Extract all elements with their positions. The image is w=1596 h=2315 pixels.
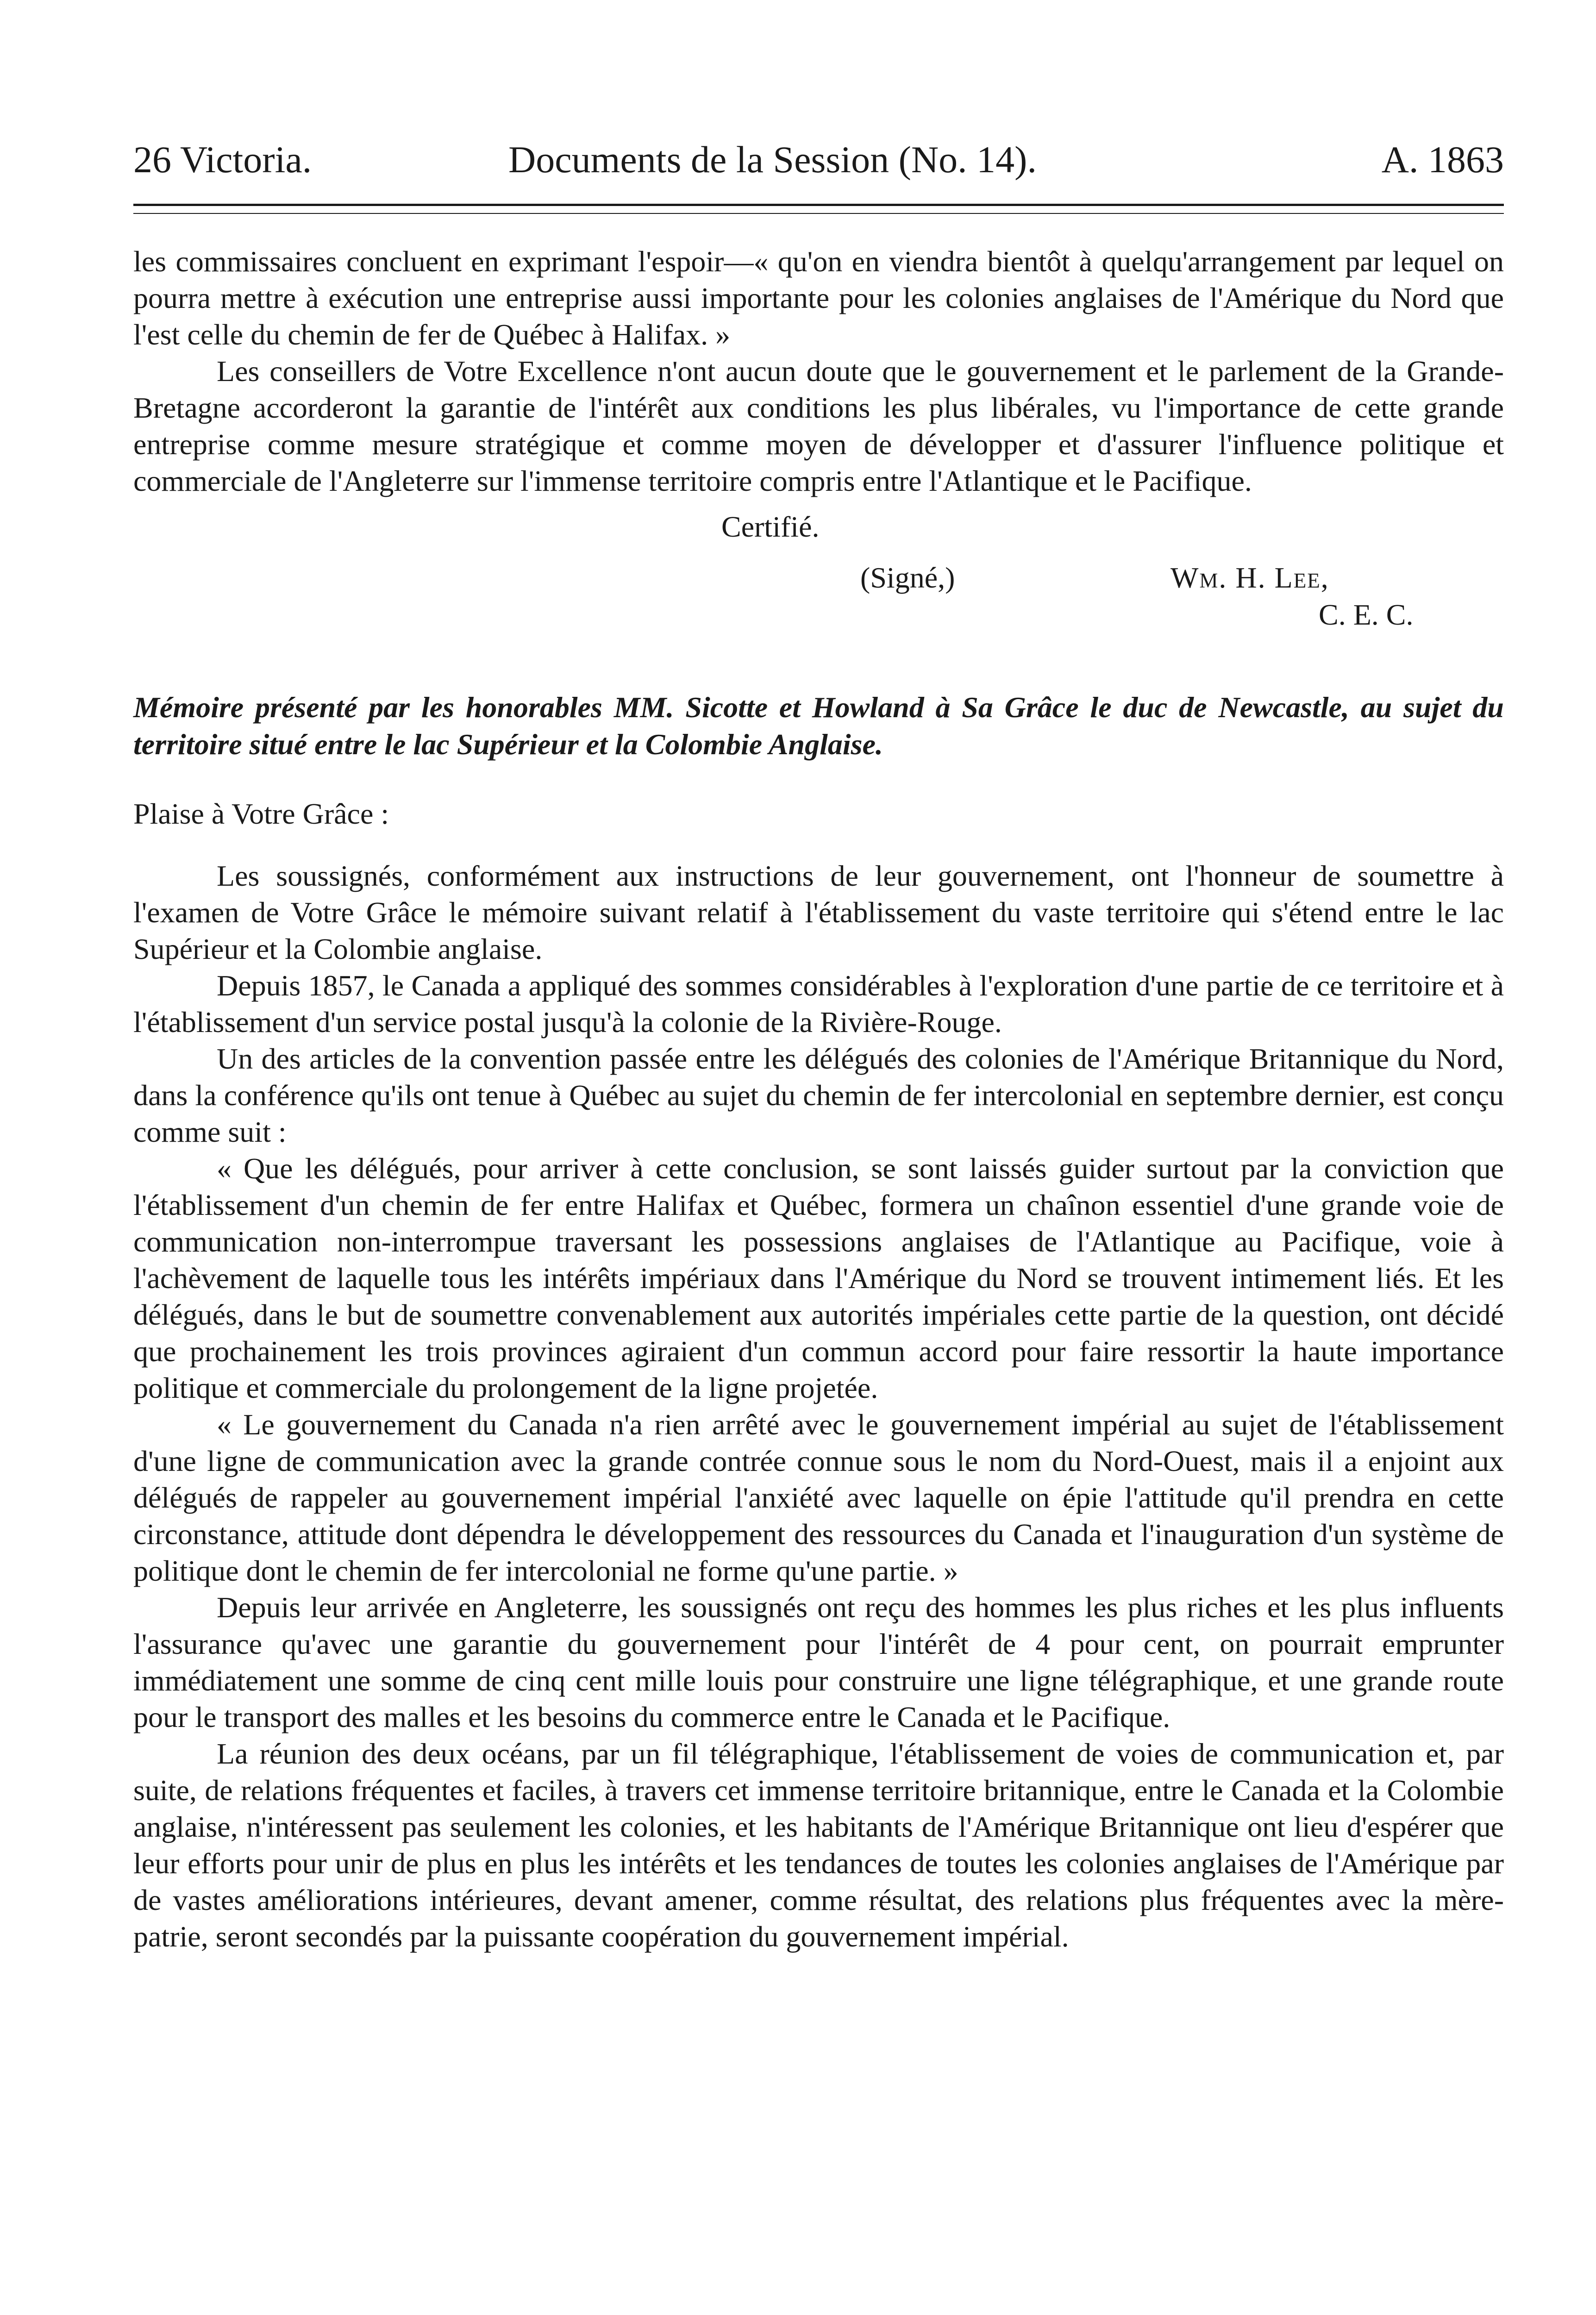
memoire-quote-1: « Que les délégués, pour arriver à cette conclusion, se sont laissés guider surtout par la conviction que l'établissement d'un chemin de fer entre Halifax et Québec, formera un chaînon essentiel d'une grande voie de communication non-interrompue traversant les possessions anglaises de l'Atlantique au Pacifique, voie à l'achèvement de laquelle tous les intérêts impériaux dans l'Amérique du Nord se trouvent intimement liés. Et les délégués, dans le but de soumettre convenablement aux autorités impériales cette partie de la question, ont décidé que prochainement les trois provinces agiraient d'un commun accord pour faire ressortir la haute importance politique et commerciale du prolongement de la ligne projetée. — [133, 1152, 1504, 1404]
header-rule-thick — [133, 204, 1504, 206]
header-year: A. 1863 — [1381, 138, 1504, 181]
memoire-paragraph-3: Un des articles de la convention passée entre les délégués des colonies de l'Amérique Britannique du Nord, dans la conférence qu'ils ont tenue à Québec au sujet du chemin de fer intercolonial en septembre dernier, est conçu comme suit : — [133, 1042, 1504, 1148]
memoire-quote-2: « Le gouvernement du Canada n'a rien arrêté avec le gouvernement impérial au sujet de l'établissement d'une ligne de communication avec la grande contrée connue sous le nom du Nord-Ouest, mais il a enjoint aux délégués de rappeler au gouvernement impérial l'anxiété avec laquelle on épie l'attitude qu'il prendra en cette circonstance, attitude dont dépendra le développement des ressources du Canada et l'inauguration d'un système de politique dont le chemin de fer intercolonial ne forme qu'une partie. » — [133, 1408, 1504, 1587]
document-body — [133, 243, 1504, 1955]
header-volume: 26 Victoria. — [133, 138, 312, 181]
page-header — [133, 134, 1504, 185]
signatory-name: Wm. H. Lee, — [1170, 561, 1329, 594]
memoire-paragraph-2: Depuis 1857, le Canada a appliqué des sommes considérables à l'exploration d'une partie de ce territoire et à l'établissement d'un service postal jusqu'à la colonie de la Rivière-Rouge. — [133, 969, 1504, 1039]
signatory-title: C. E. C. — [1319, 598, 1414, 631]
header-rule-thin — [133, 213, 1504, 214]
signature-block — [133, 499, 1504, 631]
memoire-title: Mémoire présenté par les honorables MM. Sicotte et Howland à Sa Grâce le duc de Newcastle, au sujet du territoire situé entre le lac Supérieur et la Colombie Anglaise. — [133, 691, 1504, 761]
salutation: Plaise à Votre Grâce : — [133, 797, 389, 830]
memoire-paragraph-4: Depuis leur arrivée en Angleterre, les soussignés ont reçu des hommes les plus riches et les plus influents l'assurance qu'avec une garantie du gouvernement pour l'intérêt de 4 pour cent, on pourrait emprunter immédiatement une somme de cinq cent mille louis pour construire une ligne télégraphique, et une grande route pour le transport des malles et les besoins du commerce entre le Canada et le Pacifique. — [133, 1591, 1504, 1733]
signed-label: (Signé,) — [860, 561, 955, 594]
paragraph-council-opinion: Les conseillers de Votre Excellence n'ont aucun doute que le gouvernement et le parlement de la Grande-Bretagne accorderont la garantie de l'intérêt aux conditions les plus libérales, vu l'importance de cette grande entreprise comme mesure stratégique et comme moyen de développer et d'assurer l'influence politique et commerciale de l'Angleterre sur l'immense territoire compris entre l'Atlantique et le Pacifique. — [133, 355, 1504, 497]
memoire-paragraph-1: Les soussignés, conformément aux instructions de leur gouvernement, ont l'honneur de soumettre à l'examen de Votre Grâce le mémoire suivant relatif à l'établissement du vaste territoire qui s'étend entre le lac Supérieur et la Colombie anglaise. — [133, 859, 1504, 965]
certified-label: Certifié. — [721, 510, 820, 543]
memoire-paragraph-5: La réunion des deux océans, par un fil télégraphique, l'établissement de voies de communication et, par suite, de relations fréquentes et faciles, à travers cet immense territoire britannique, entre le Canada et la Colombie anglaise, n'intéressent pas seulement les colonies, et les habitants de l'Amérique Britannique ont lieu d'espérer que leur efforts pour unir de plus en plus les intérêts et les tendances de toutes les colonies anglaises de l'Amérique par de vastes améliorations intérieures, devant amener, comme résultat, des relations plus fréquentes avec la mère-patrie, seront secondés par la puissante coopération du gouvernement impérial. — [133, 1737, 1504, 1953]
header-title: Documents de la Session (No. 14). — [508, 138, 1037, 181]
paragraph-continuation: les commissaires concluent en exprimant l'espoir—« qu'on en viendra bientôt à quelqu'arrangement par lequel on pourra mettre à exécution une entreprise aussi importante pour les colonies anglaises de l'Amérique du Nord que l'est celle du chemin de fer de Québec à Halifax. » — [133, 245, 1504, 351]
